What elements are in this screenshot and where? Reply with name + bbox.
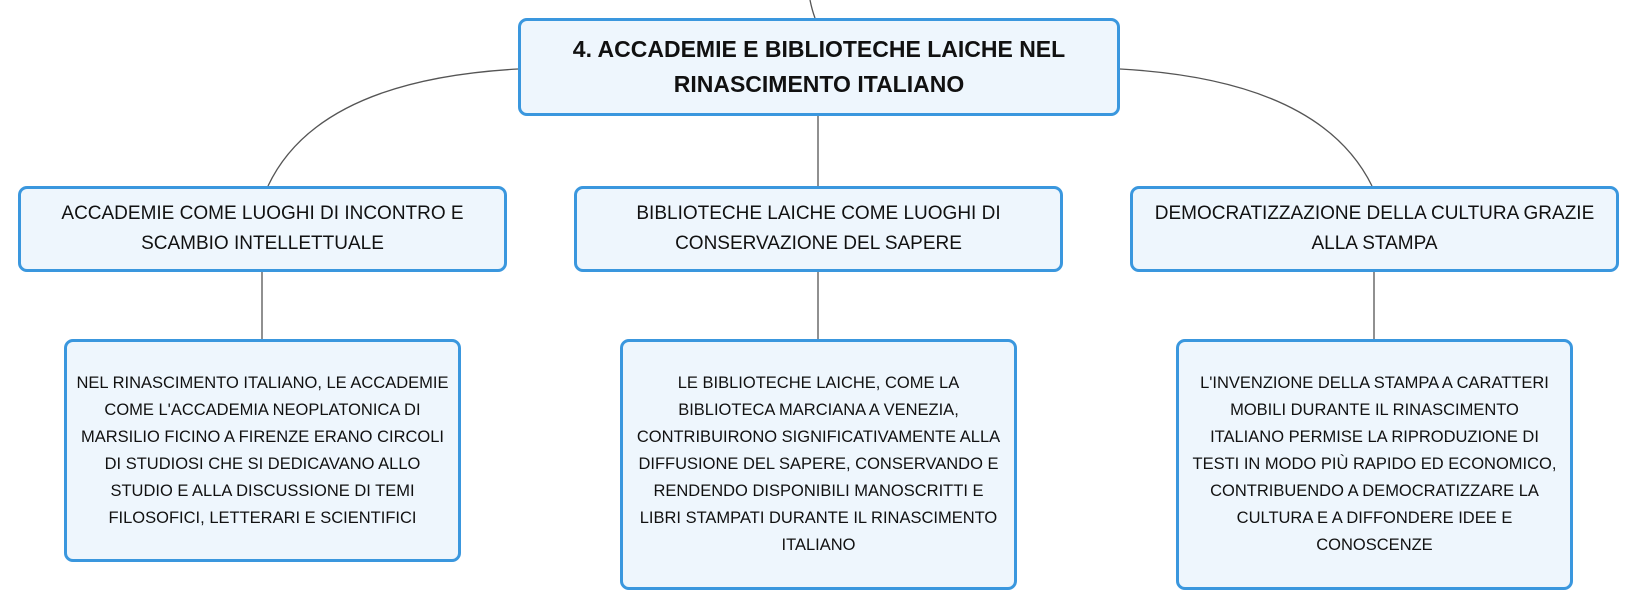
topic-accademie[interactable] (18, 186, 507, 272)
detail-democratizzazione[interactable] (1176, 339, 1573, 590)
topic-biblioteche-label: BIBLIOTECHE LAICHE COME LUOGHI DI CONSERVAZIONE DEL SAPERE (636, 203, 1001, 254)
connector-incoming (810, 0, 815, 18)
detail-biblioteche[interactable] (620, 339, 1017, 590)
topic-democratizzazione[interactable] (1130, 186, 1619, 272)
central-topic-label: 4. ACCADEMIE E BIBLIOTECHE LAICHE NEL RINASCIMENTO ITALIANO (572, 36, 1066, 97)
topic-accademie-label: ACCADEMIE COME LUOGHI DI INCONTRO E SCAMBIO INTELLETTUALE (61, 203, 464, 254)
central-topic[interactable] (518, 18, 1120, 116)
connector-root-to-topic-1 (268, 69, 518, 186)
topic-democratizzazione-label: DEMOCRATIZZAZIONE DELLA CULTURA GRAZIE ALLA STAMPA (1154, 203, 1595, 254)
detail-accademie[interactable] (64, 339, 461, 562)
detail-biblioteche-text: LE BIBLIOTECHE LAICHE, COME LA BIBLIOTECA MARCIANA A VENEZIA, CONTRIBUIRONO SIGNIFICATIVAMENTE ALLA DIFFUSIONE DEL SAPERE, CONSERVANDO E RENDENDO DISPONIBILI MANOSCRITTI E LIBRI STAMPATI DURANTE IL RINASCIMENTO ITALIANO (636, 374, 1001, 554)
connector-root-to-topic-3 (1120, 69, 1372, 186)
detail-democratizzazione-text: L'INVENZIONE DELLA STAMPA A CARATTERI MOBILI DURANTE IL RINASCIMENTO ITALIANO PERMISE LA RIPRODUZIONE DI TESTI IN MODO PIÙ RAPIDO ED ECONOMICO, CONTRIBUENDO A DEMOCRATIZZARE LA CULTURA E A DIFFONDERE IDEE E CONOSCENZE (1192, 374, 1557, 554)
topic-biblioteche[interactable] (574, 186, 1063, 272)
detail-accademie-text: NEL RINASCIMENTO ITALIANO, LE ACCADEMIE COME L'ACCADEMIA NEOPLATONICA DI MARSILIO FICINO A FIRENZE ERANO CIRCOLI DI STUDIOSI CHE SI DEDICAVANO ALLO STUDIO E ALLA DISCUSSIONE DI TEMI FILOSOFICI, LETTERARI E SCIENTIFICI (76, 373, 449, 527)
